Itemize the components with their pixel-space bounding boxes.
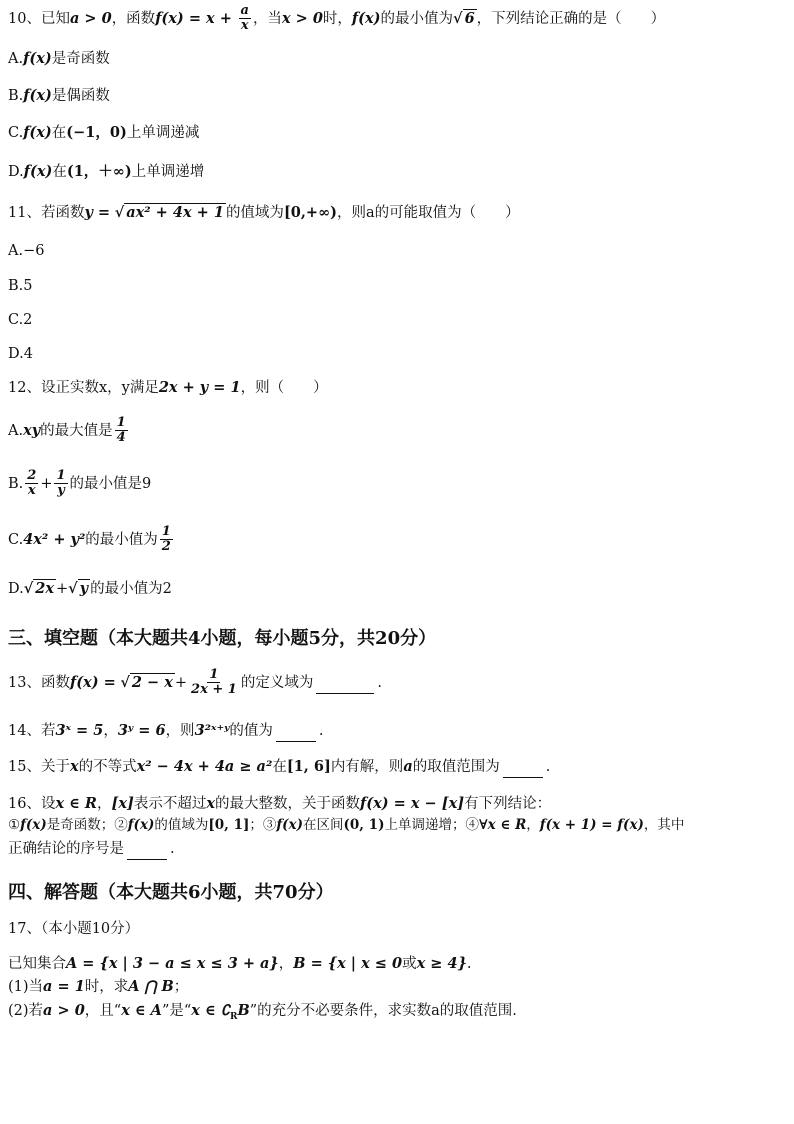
section-heading-fill-in: 三、填空题（本大题共4小题，每小题5分，共20分） <box>8 628 437 649</box>
q12-option-c: C.4x² + y²的最小值为 $\frac{1}{2}$ <box>8 524 171 555</box>
q10-option-c: C.f(x)在(−1，0)上单调递减 <box>8 124 200 141</box>
q14: 14、若3ˣ = 5，3ʸ = 6，则3²ˣ⁺ʸ的值为 . <box>8 722 324 742</box>
q10-sqrt: √ 6 <box>453 9 475 27</box>
q10-option-a: A.f(x)是奇函数 <box>8 50 110 67</box>
q17-part-2: (2)若a > 0，且“x ∈ A”是“x ∈ $∁_RB$”的充分不必要条件，求实数a的取值范围. <box>8 1002 517 1022</box>
answer-blank[interactable] <box>127 840 167 860</box>
section-heading-solutions: 四、解答题（本大题共6小题，共70分） <box>8 882 334 903</box>
q11-stem: 11、若函数y = √ ax² + 4x + 1 的值域为[0,+∞)，则a的可能取值为（ ） <box>8 204 520 221</box>
q10-option-d: D.f(x)在(1，＋∞)上单调递增 <box>8 163 205 180</box>
q15: 15、关于x的不等式x² − 4x + 4a ≥ a²在[1, 6]内有解，则a的取值范围为 . <box>8 758 550 778</box>
q10-option-b: B.f(x)是偶函数 <box>8 87 110 104</box>
q10-fraction: $\frac{a}{x}$ <box>240 3 249 34</box>
q11-option-a: A.−6 <box>8 243 45 259</box>
q12-b-fraction-2: $\frac{1}{y}$ <box>56 468 66 499</box>
q11-option-b: B.5 <box>8 278 33 294</box>
q11-sqrt: √ ax² + 4x + 1 <box>114 204 224 221</box>
q12-option-d: D.√ 2x +√ y 的最小值为2 <box>8 580 172 597</box>
q12-c-fraction: $\frac{1}{2}$ <box>161 524 171 555</box>
q17-part-1: (1)当a = 1时，求A ⋂ B； <box>8 978 189 995</box>
answer-blank[interactable] <box>276 722 316 742</box>
q12-option-b: B. $\frac{2}{x}$ + $\frac{1}{y}$ 的最小值是9 <box>8 468 152 499</box>
q16-line-2: ①f(x)是奇函数；②f(x)的值域为[0, 1]；③f(x)在区间(0, 1)上单调递增；④∀x ∈ R，f(x + 1) = f(x)，其中 <box>8 817 685 833</box>
q11-option-d: D.4 <box>8 346 33 362</box>
q16-line-3: 正确结论的序号是 . <box>8 840 175 860</box>
q12-b-fraction-1: $\frac{2}{x}$ <box>27 468 37 499</box>
q12-d-sqrt-2: √ y <box>68 580 89 597</box>
q17-line-1: 已知集合A = {x | 3 − a ≤ x ≤ 3 + a}，B = {x | x ≤ 0或x ≥ 4}. <box>8 955 472 972</box>
q13: 13、函数f(x) = √ 2 − x + $\frac{1}{2x + 1}$ 的定义域为 . <box>8 667 382 698</box>
q13-sqrt: √ 2 − x <box>120 673 173 691</box>
q12-stem: 12、设正实数x，y满足2x + y = 1，则（ ） <box>8 379 328 396</box>
answer-blank[interactable] <box>503 758 543 778</box>
answer-blank[interactable] <box>316 674 374 694</box>
q12-option-a: A.xy的最大值是 $\frac{1}{4}$ <box>8 415 126 446</box>
q13-fraction: $\frac{1}{2x + 1}$ <box>191 667 237 698</box>
q12-a-fraction: $\frac{1}{4}$ <box>116 415 126 446</box>
q11-option-c: C.2 <box>8 312 33 328</box>
q16-line-1: 16、设x ∈ R，[x]表示不超过x的最大整数，关于函数f(x) = x − [x]有下列结论： <box>8 795 552 812</box>
q10-stem: 10、已知a > 0，函数f(x) = x + $\frac{a}{x}$ ，当x > 0时，f(x)的最小值为√ 6 ，下列结论正确的是（ ） <box>8 3 666 34</box>
q12-d-sqrt-1: √ 2x <box>23 580 54 597</box>
q17-header: 17、（本小题10分） <box>8 921 140 937</box>
